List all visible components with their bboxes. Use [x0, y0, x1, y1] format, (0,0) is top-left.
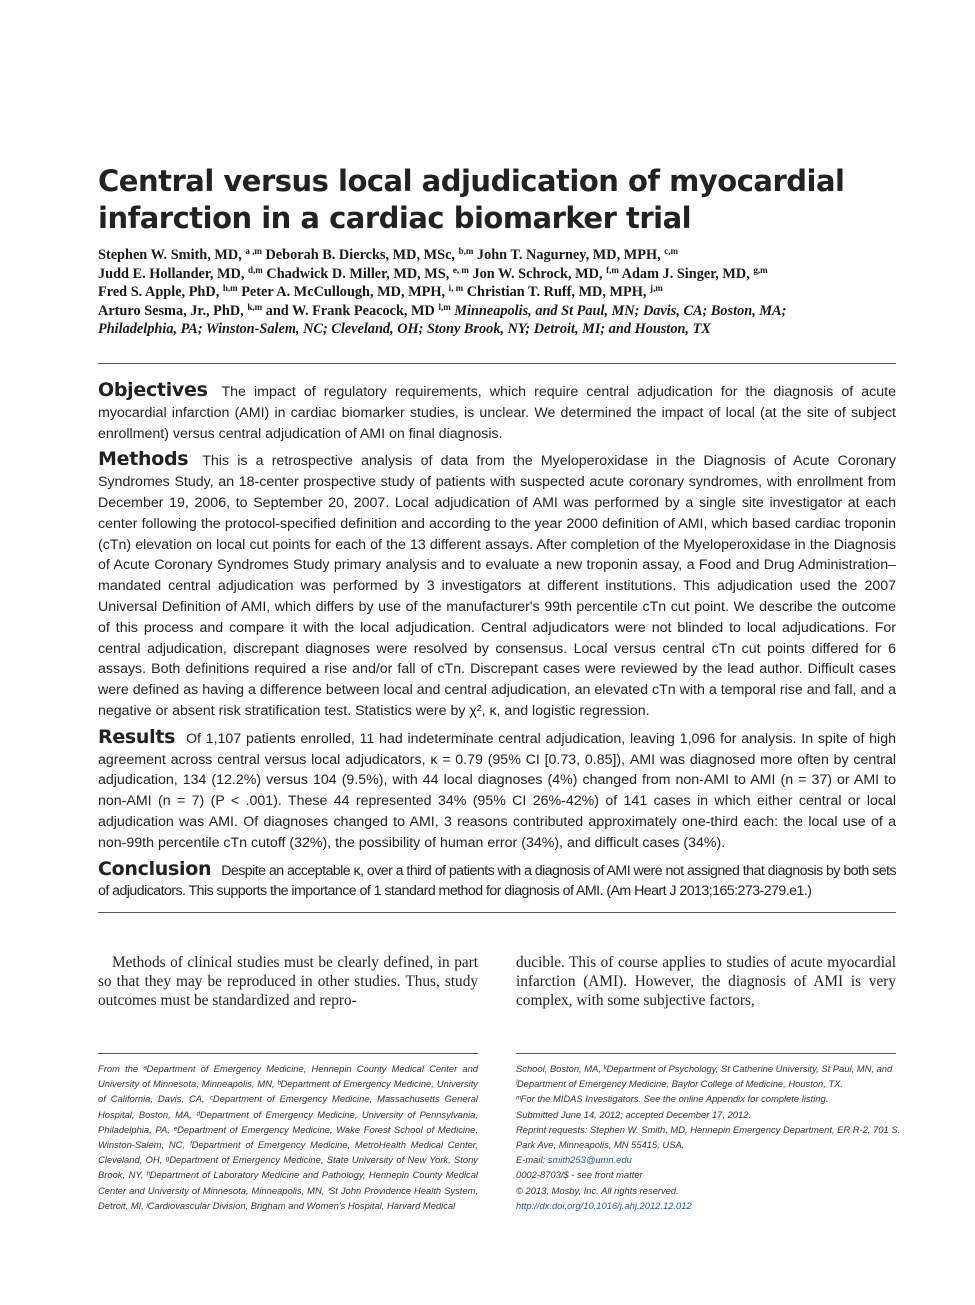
submission-dates: Submitted June 14, 2012; accepted December 17, 2012. [516, 1108, 752, 1120]
author-affiliation: i, m [448, 283, 464, 294]
author-name: Fred S. Apple, PhD, [98, 284, 220, 301]
author-affiliation: j,m [650, 283, 663, 294]
author-line-3 [98, 283, 898, 302]
author-affiliation: d,m [248, 264, 263, 275]
abstract-top-rule [98, 363, 896, 364]
author-line-2 [98, 265, 898, 284]
methods-text: This is a retrospective analysis of data from the Myeloperoxidase in the Diagnosis of Acute Coronary Syndromes Study, an 18-center prospective study of patients with suspected acute coronary syndromes, with enrollment from December 19, 2006, to September 20, 2007. Local adjudication of AMI was performed by a single site investigator at each center following the protocol-specified definition and according to the year 2000 definition of AMI, which based cardiac troponin (cTn) elevation on local cut points for each of the 13 different assays. After completion of the Myeloperoxidase in the Diagnosis of Acute Coronary Syndromes Study primary analysis and to evaluate a new troponin assay, a Food and Drug Administration–mandated central adjudication was performed by 3 investigators at different institutions. This adjudication used the 2007 Universal Definition of AMI, which differs by use of the manufacturer's 99th percentile cTn cut point. We describe the outcome of this process and compare it with the local adjudication. Central adjudicators were not blinded to local adjudications. For central adjudication, discrepant diagnoses were resolved by consensus. Local versus central cTn cut points differed for 6 assays. Both definitions required a rise and/or fall of cTn. Discrepant cases were reviewed by the lead author. Difficult cases were defined as having a difference between local and central adjudication, an elevated cTn with a temporal rise and fall, and a negative or absent risk stratification test. Statistics were by χ², κ, and logistic regression. [98, 453, 896, 719]
author-name: Chadwick D. Miller, MD, MS, [266, 265, 450, 282]
email-label: E-mail: [516, 1154, 546, 1166]
midas-note: ᵐFor the MIDAS Investigators. See the online Appendix for complete listing. [516, 1093, 829, 1105]
footnote-rule-left [98, 1053, 478, 1054]
author-affiliation: c,m [664, 246, 679, 256]
abstract-results [98, 727, 896, 854]
abstract-methods [98, 449, 896, 721]
author-locations-continued: Philadelphia, PA; Winston-Salem, NC; Cleveland, OH; Stony Brook, NY; Detroit, MI; and Houston, TX [98, 321, 711, 338]
conclusion-heading: Conclusion [98, 857, 212, 880]
affiliations-footnote: From the ᵃDepartment of Emergency Medicine, Hennepin County Medical Center and University of Minnesota, Minneapolis, MN, ᵇDepartment of Emergency Medicine, University of California, Davis, CA, ᶜDepartment of Emergency Medicine, Massachusetts General Hospital, Boston, MA, ᵈDepartment of Emergency Medicine, University of Pennsylvania, Philadelphia, PA, ᵉDepartment of Emergency Medicine, Wake Forest School of Medicine, Winston-Salem, NC, ᶠDepartment of Emergency Medicine, MetroHealth Medical Center, Cleveland, OH, ᵍDepartment of Emergency Medicine, State University of New York, Stony Brook, NY, ʰDepartment of Laboratory Medicine and Pathology, Hennepin County Medical Center and University of Minnesota, Minneapolis, MN, ⁱSt John Providence Health System, Detroit, MI, ʲCardiovascular Division, Brigham and Women's Hospital, Harvard Medical [98, 1063, 478, 1211]
author-affiliation: h,m [222, 283, 238, 294]
author-name: Jon W. Schrock, MD, [472, 265, 603, 282]
author-name: John T. Nagurney, MD, MPH, [476, 247, 661, 263]
objectives-heading: Objectives [98, 379, 208, 401]
copyright-line: © 2013, Mosby, Inc. All rights reserved. [516, 1184, 679, 1196]
author-affiliation: f,m [606, 264, 619, 275]
reprint-address: Park Ave, Minneapolis, MN 55415, USA. [516, 1139, 685, 1151]
results-text: Of 1,107 patients enrolled, 11 had indeterminate central adjudication, leaving 1,096 for analysis. In spite of high agreement across central versus local adjudicators, κ = 0.79 (95% CI [0.73, 0.85]), AMI was diagnosed more often by central adjudication, 134 (12.2%) versus 104 (9.5%), with 44 local diagnoses (4%) changed from non-AMI to AMI (n = 37) or AMI to non-AMI (n = 7) (P < .001). These 44 represented 34% (95% CI 26%-42%) of 141 cases in which either central or local adjudication was AMI. Of diagnoses changed to AMI, 3 reasons contributed approximately one-third each: the local use of a non-99th percentile cTn cutoff (32%), the possibility of human error (34%), and difficult cases (34%). [98, 730, 896, 851]
author-affiliation: g,m [753, 264, 768, 275]
author-line-4 [98, 302, 898, 321]
author-name: Peter A. McCullough, MD, MPH, [241, 284, 446, 301]
abstract-conclusion [98, 859, 896, 903]
footnote-rule-right [516, 1053, 896, 1054]
abstract [98, 380, 896, 907]
abstract-bottom-rule [98, 912, 896, 913]
results-heading: Results [98, 725, 176, 748]
author-name: Arturo Sesma, Jr., PhD, [98, 302, 244, 319]
author-affiliation: b,m [458, 246, 474, 256]
abstract-objectives [98, 380, 896, 444]
author-locations: Minneapolis, and St Paul, MN; Davis, CA; Boston, MA; [454, 302, 787, 319]
email-line [516, 1152, 896, 1167]
reprint-requests: Reprint requests: Stephen W. Smith, MD, Hennepin Emergency Department, ER R-2, 701 S. [516, 1123, 901, 1135]
author-name: Stephen W. Smith, MD, [98, 247, 242, 263]
affiliation-baylor: ˡDepartment of Emergency Medicine, Baylor College of Medicine, Houston, TX. [516, 1078, 844, 1090]
author-affiliation: a ,m [245, 246, 262, 256]
conclusion-text: Despite an acceptable κ, over a third of patients with a diagnosis of AMI were not assigned that diagnosis by both sets of adjudicators. This supports the importance of 1 standard method for diagnosis of AMI. (Am Heart J 2013;165:273-279.e1.) [98, 862, 896, 900]
author-name: Christian T. Ruff, MD, MPH, [466, 284, 647, 301]
article-info-footnote [516, 1061, 901, 1213]
author-affiliation: e, m [452, 264, 469, 275]
author-name: Judd E. Hollander, MD, [98, 265, 245, 282]
doi-link[interactable]: http://dx.doi.org/10.1016/j.ahj.2012.12.012 [516, 1199, 692, 1211]
issn-line: 0002-8703/$ - see front matter [516, 1169, 643, 1181]
intro-column-left: Methods of clinical studies must be clearly defined, in part so that they may be reproduced in other studies. Thus, study outcomes must be standardized and repro- [98, 954, 478, 1010]
author-name: Adam J. Singer, MD, [621, 265, 750, 282]
author-line-1 [98, 246, 898, 265]
objectives-text: The impact of regulatory requirements, which require central adjudication for the diagnosis of acute myocardial infarction (AMI) in cardiac biomarker studies, is unclear. We determined the impact of local (at the site of subject enrollment) versus central adjudication of AMI on final diagnosis. [98, 384, 896, 442]
email-link[interactable]: smith253@umn.edu [547, 1154, 632, 1166]
author-list [98, 246, 898, 339]
intro-column-right: ducible. This of course applies to studies of acute myocardial infarction (AMI). However, the diagnosis of AMI is very complex, with some subjective factors, [516, 954, 896, 1010]
affiliation-continued: School, Boston, MA, ᵏDepartment of Psychology, St Catherine University, St Paul, MN, and [516, 1063, 893, 1074]
author-name: and W. Frank Peacock, MD [265, 302, 435, 319]
methods-heading: Methods [98, 448, 189, 471]
author-affiliation: k,m [247, 301, 263, 312]
author-affiliation: l,m [438, 301, 451, 312]
author-name: Deborah B. Diercks, MD, MSc, [265, 247, 455, 263]
article-title: Central versus local adjudication of myocardial infarction in a cardiac biomarker trial [98, 164, 845, 235]
